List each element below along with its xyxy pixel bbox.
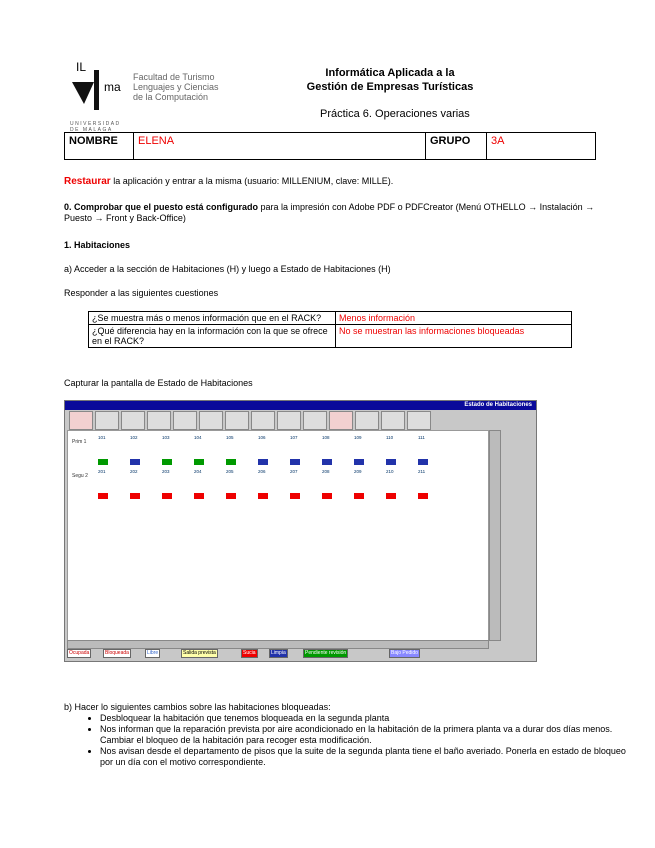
- room-number: 207: [290, 469, 298, 474]
- room-status-badge: [194, 459, 204, 465]
- restaurar-paragraph: Restaurar la aplicación y entrar a la misma (usuario: MILLENIUM, clave: MILLE).: [64, 176, 394, 187]
- room-cell[interactable]: [418, 435, 444, 467]
- room-number: 103: [162, 435, 170, 440]
- room-cell[interactable]: [162, 469, 188, 501]
- list-item: • Desbloquear la habitación que tenemos bloqueada en la segunda planta: [100, 713, 640, 724]
- room-status-badge: [354, 493, 364, 499]
- room-number: 104: [194, 435, 202, 440]
- room-status-badge: [130, 493, 140, 499]
- practica-title: Práctica 6. Operaciones varias: [320, 108, 470, 120]
- logo-letters: IL: [76, 60, 87, 74]
- room-status-badge: [418, 493, 428, 499]
- room-status-badge: [418, 459, 428, 465]
- room-cell[interactable]: [386, 435, 412, 467]
- qa-row: [89, 325, 572, 348]
- room-number: 206: [258, 469, 266, 474]
- day-tab: [329, 411, 353, 430]
- window-title-bar: Estado de Habitaciones: [65, 401, 536, 410]
- day-tab: [381, 411, 405, 430]
- room-grid: [67, 430, 489, 641]
- room-number: 109: [354, 435, 362, 440]
- day-tab: [277, 411, 301, 430]
- legend-libre: Libre: [147, 650, 159, 656]
- step-b-intro: b) Hacer lo siguientes cambios sobre las habitaciones bloqueadas:: [64, 702, 331, 712]
- list-item: • Nos informan que la reparación prevista por aire acondicionado en la habitación de la primera planta va a durar dos días menos. Cambiar el bloqueo de la habitación para recoger esta modificación.: [100, 724, 640, 746]
- room-number: 102: [130, 435, 138, 440]
- answer-cell: Menos información: [336, 312, 572, 325]
- nombre-value: ELENA: [134, 133, 426, 160]
- room-number: 208: [322, 469, 330, 474]
- room-status-badge: [322, 493, 332, 499]
- day-tab: [355, 411, 379, 430]
- room-status-badge: [386, 493, 396, 499]
- day-tab: [69, 411, 93, 430]
- grupo-label: GRUPO: [426, 133, 487, 160]
- legend-bajo-pedido: Bajo Pedido: [391, 650, 418, 656]
- legend-limpia: Limpia: [271, 650, 286, 656]
- room-number: 101: [98, 435, 106, 440]
- floor-label: Prim 1: [72, 439, 87, 445]
- room-number: 202: [130, 469, 138, 474]
- day-tab: [173, 411, 197, 430]
- room-cell[interactable]: [162, 435, 188, 467]
- ilma-logo-icon: [64, 64, 124, 126]
- room-number: 108: [322, 435, 330, 440]
- qa-table: [88, 311, 572, 348]
- horizontal-scrollbar[interactable]: [67, 640, 489, 649]
- day-tab: [225, 411, 249, 430]
- grupo-value: 3A: [487, 133, 596, 160]
- question-cell: ¿Se muestra más o menos información que en el RACK?: [89, 312, 336, 325]
- room-status-badge: [98, 493, 108, 499]
- room-number: 105: [226, 435, 234, 440]
- responder-text: Responder a las siguientes cuestiones: [64, 288, 219, 298]
- room-cell[interactable]: [226, 469, 252, 501]
- room-status-badge: [162, 459, 172, 465]
- restaurar-word: Restaurar: [64, 176, 111, 187]
- room-cell[interactable]: [258, 435, 284, 467]
- faculty-name: Facultad de Turismo Lenguajes y Ciencias de la Computación: [133, 72, 219, 102]
- step-b-list: [64, 713, 640, 768]
- room-status-badge: [322, 459, 332, 465]
- step-a: a) Acceder a la sección de Habitaciones (H) y luego a Estado de Habitaciones (H): [64, 264, 391, 274]
- room-status-badge: [290, 493, 300, 499]
- room-number: 211: [418, 469, 426, 474]
- legend-ocupada: Ocupada: [69, 650, 90, 656]
- day-tab: [147, 411, 171, 430]
- room-cell[interactable]: [322, 469, 348, 501]
- room-status-badge: [386, 459, 396, 465]
- room-status-badge: [194, 493, 204, 499]
- day-tab: [95, 411, 119, 430]
- room-status-badge: [258, 493, 268, 499]
- room-number: 106: [258, 435, 266, 440]
- step0-paragraph: 0. Comprobar que el puesto está configurado para la impresión con Adobe PDF o PDFCreator (Menú OTHELLO → Instalación → Puesto → Front y Back-Office): [64, 202, 595, 223]
- day-tab: [407, 411, 431, 430]
- room-number: 204: [194, 469, 202, 474]
- question-cell: ¿Qué diferencia hay en la información con la que se ofrece en el RACK?: [89, 325, 336, 348]
- legend-pendiente: Pendiente revisión: [305, 650, 347, 656]
- room-number: 209: [354, 469, 362, 474]
- room-number: 111: [418, 435, 425, 440]
- room-cell[interactable]: [194, 435, 220, 467]
- room-cell[interactable]: [258, 469, 284, 501]
- room-status-badge: [354, 459, 364, 465]
- day-tab: [303, 411, 327, 430]
- room-cell[interactable]: [290, 469, 316, 501]
- room-number: 203: [162, 469, 170, 474]
- room-cell[interactable]: [386, 469, 412, 501]
- day-tab: [251, 411, 275, 430]
- room-number: 201: [98, 469, 106, 474]
- room-status-badge: [290, 459, 300, 465]
- university-name: UNIVERSIDAD DE MALAGA: [70, 121, 121, 133]
- room-cell[interactable]: [418, 469, 444, 501]
- room-status-badge: [258, 459, 268, 465]
- qa-row: [89, 312, 572, 325]
- document-title: Informática Aplicada a la Gestión de Empresas Turísticas: [306, 67, 474, 93]
- student-table: [64, 132, 596, 160]
- room-status-badge: [226, 459, 236, 465]
- capturar-text: Capturar la pantalla de Estado de Habitaciones: [64, 378, 253, 388]
- room-number: 107: [290, 435, 298, 440]
- room-cell[interactable]: [322, 435, 348, 467]
- room-cell[interactable]: [354, 435, 380, 467]
- logo-ma: ma: [104, 80, 121, 94]
- room-status-badge: [98, 459, 108, 465]
- legend-sucia: Sucia: [243, 650, 256, 656]
- room-cell[interactable]: [98, 435, 124, 467]
- room-status-badge: [226, 493, 236, 499]
- room-status-screenshot: [64, 400, 537, 662]
- room-cell[interactable]: [98, 469, 124, 501]
- vertical-scrollbar[interactable]: [489, 430, 501, 641]
- nombre-label: NOMBRE: [65, 133, 134, 160]
- floor-label: Segu 2: [72, 473, 88, 479]
- room-number: 210: [386, 469, 394, 474]
- room-cell[interactable]: [130, 469, 156, 501]
- list-item: • Nos avisan desde el departamento de pisos que la suite de la segunda planta tiene el baño averiado. Ponerla en estado de bloqueo por un día con el motivo correspondiente.: [100, 746, 640, 768]
- room-cell[interactable]: [290, 435, 316, 467]
- day-tab: [121, 411, 145, 430]
- legend-salida: Salida prevista: [183, 650, 216, 656]
- room-cell[interactable]: [194, 469, 220, 501]
- day-tab: [199, 411, 223, 430]
- section1-heading: 1. Habitaciones: [64, 240, 131, 250]
- answer-cell: No se muestran las informaciones bloqueadas: [336, 325, 572, 348]
- legend-bloqueada: Bloqueada: [105, 650, 129, 656]
- room-status-badge: [130, 459, 140, 465]
- room-cell[interactable]: [354, 469, 380, 501]
- room-status-badge: [162, 493, 172, 499]
- room-cell[interactable]: [130, 435, 156, 467]
- room-number: 110: [386, 435, 394, 440]
- room-number: 205: [226, 469, 234, 474]
- room-cell[interactable]: [226, 435, 252, 467]
